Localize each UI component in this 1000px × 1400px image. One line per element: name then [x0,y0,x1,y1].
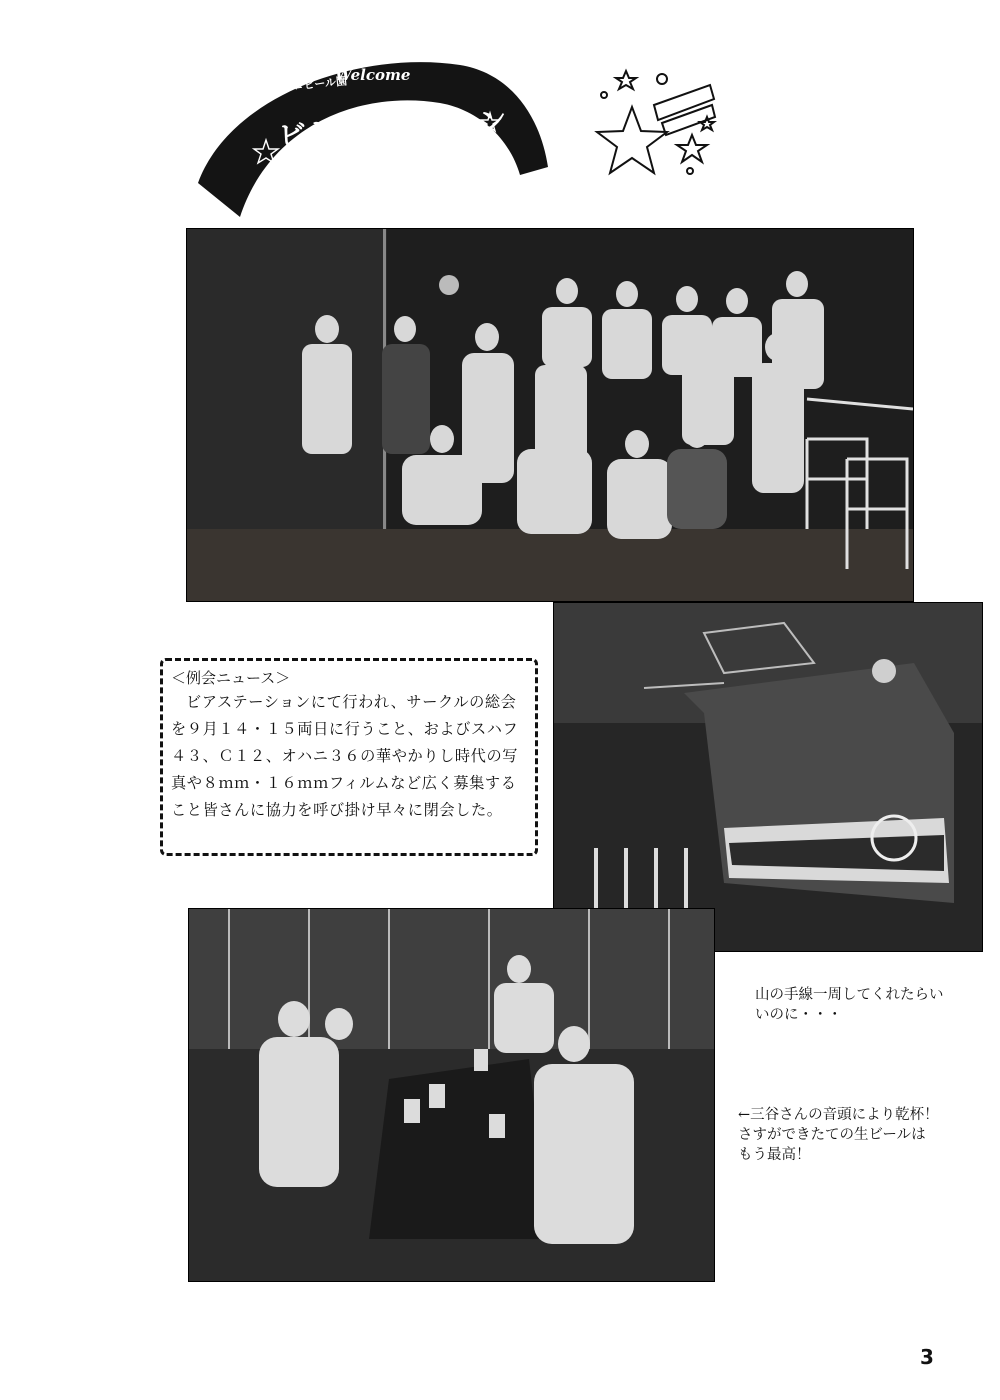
toast-caption: ←三谷さんの音頭により乾杯！ さすができたての生ビールは もう最高！ [738,1107,939,1163]
banner-welcome: Welcome [335,66,411,84]
train-photo [553,602,983,952]
group-photo [186,228,914,602]
banner-title: ビヤステーション [277,104,509,153]
news-body: ビアステーションにて行われ、サークルの総会を９月１４・１５両日に行うこと、およびスハフ４３、Ｃ１２、オハニ３６の華やかりし時代の写真や８ｍｍ・１６ｍｍフィルムなど広く募集すること皆さんに協力を呼び掛け早々に閉会した。 [171,693,519,819]
news-title: ＜例会ニュース＞ [171,669,291,687]
train-caption: 山の手線一周してくれたらい いのに・・・ [755,987,944,1023]
banner-subtitle: サッポロビール園 [259,74,348,97]
toast-photo [188,908,715,1282]
club-news-box [160,658,538,856]
page-number: 3 [920,1345,934,1369]
beer-station-banner [190,55,560,225]
shooting-stars-icon [592,65,722,183]
